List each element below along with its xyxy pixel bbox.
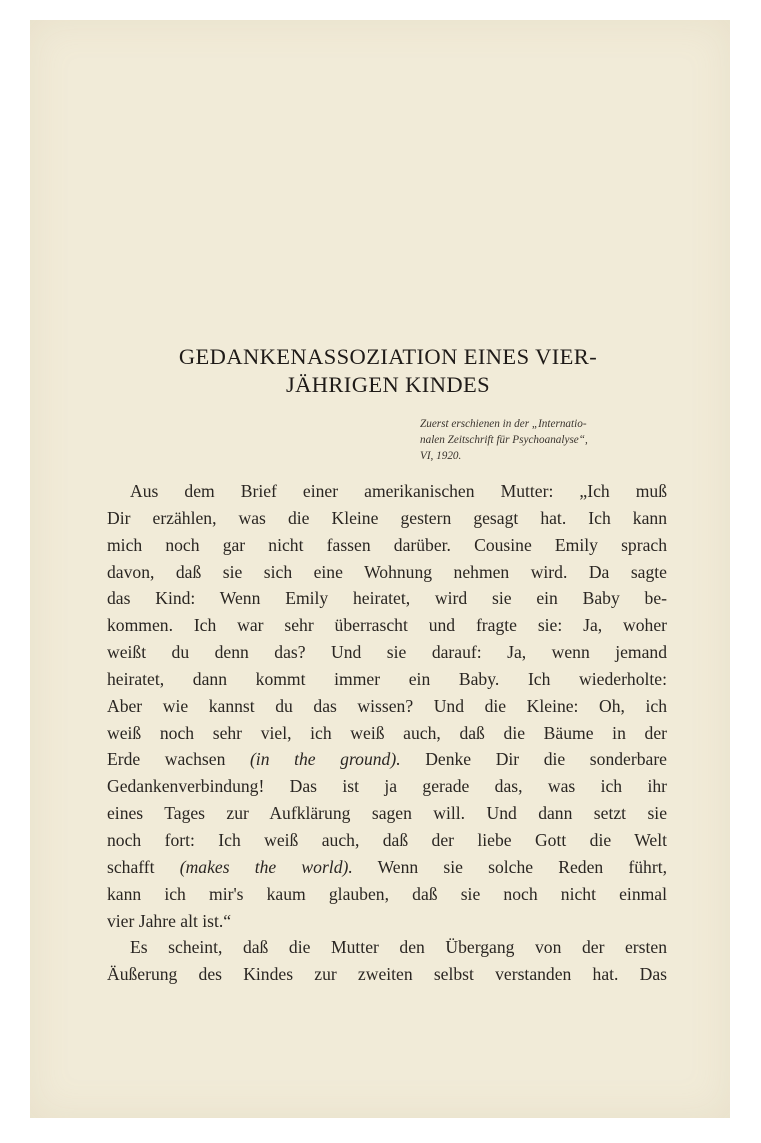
text-line: kann ich mir's kaum glauben, daß sie noch nicht einmal: [107, 883, 667, 904]
italic-phrase: (in the ground).: [249, 749, 401, 770]
title-line: JÄHRIGEN KINDES: [285, 372, 491, 397]
text-line: Es scheint, daß die Mutter den Übergang von der ersten: [130, 937, 667, 958]
text-line: Äußerung des Kindes zur zweiten selbst verstanden hat. Das: [107, 964, 667, 985]
text-line: weiß noch sehr viel, ich weiß auch, daß die Bäume in der: [107, 722, 667, 743]
page-title: [108, 343, 668, 399]
title-line: GEDANKENASSOZIATION EINES VIER-: [178, 344, 598, 369]
text-line: Aus dem Brief einer amerikanischen Mutter: „Ich muß: [130, 481, 667, 501]
text-line: kommen. Ich war sehr überrascht und fragte sie: Ja, woher: [107, 615, 667, 636]
text-line: weißt du denn das? Und sie darauf: Ja, wenn jemand: [107, 642, 667, 663]
text-line: mich noch gar nicht fassen darüber. Cousine Emily sprach: [107, 534, 667, 555]
italic-phrase: (makes the world).: [179, 856, 353, 877]
text-line: Gedankenverbindung! Das ist ja gerade das, was ich ihr: [107, 776, 667, 797]
source-note-line: nalen Zeitschrift für Psychoanalyse“,: [420, 434, 588, 446]
text-line: Dir erzählen, was die Kleine gestern gesagt hat. Ich kann: [107, 507, 667, 528]
text-line: noch fort: Ich weiß auch, daß der liebe Gott die Welt: [107, 829, 667, 850]
body-text: [107, 478, 667, 988]
source-note: [420, 416, 670, 464]
text-line: davon, daß sie sich eine Wohnung nehmen wird. Da sagte: [107, 561, 667, 582]
text-line: heiratet, dann kommt immer ein Baby. Ich wiederholte:: [107, 668, 667, 689]
text-segment: Erde wachsen: [107, 749, 250, 770]
text-segment: Wenn sie solche Reden führt,: [352, 856, 667, 877]
text-line: [107, 854, 667, 881]
text-line: vier Jahre alt ist.“: [107, 910, 232, 931]
text-line: Aber wie kannst du das wissen? Und die Kleine: Oh, ich: [107, 695, 667, 716]
text-line: [107, 746, 667, 773]
text-segment: schafft: [107, 856, 180, 877]
source-note-line: Zuerst erschienen in der „Internatio-: [420, 418, 587, 430]
text-line: das Kind: Wenn Emily heiratet, wird sie ein Baby be-: [107, 588, 667, 609]
text-line: eines Tages zur Aufklärung sagen will. Und dann setzt sie: [107, 803, 667, 824]
text-segment: Denke Dir die sonderbare: [400, 749, 667, 770]
book-page: [30, 20, 730, 1118]
source-note-line: VI, 1920.: [420, 450, 462, 462]
